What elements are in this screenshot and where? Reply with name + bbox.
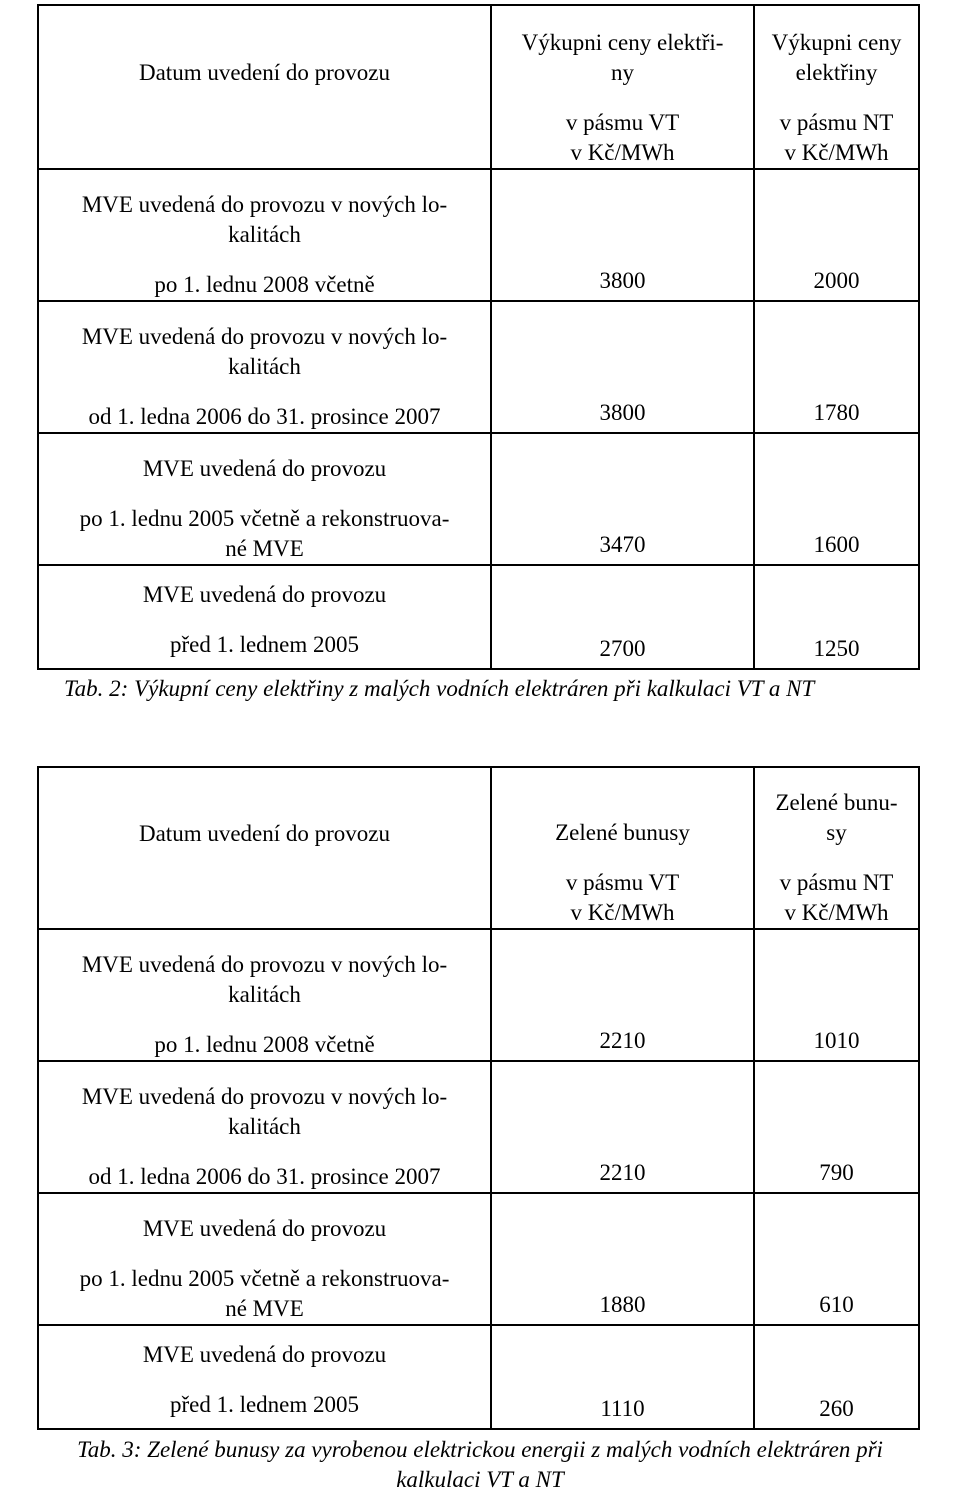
row-nt-cell	[754, 929, 919, 1061]
row-vt-value: 2210	[599, 1028, 646, 1053]
row-nt-cell	[754, 301, 919, 433]
row-vt-cell	[491, 301, 754, 433]
header-nt-unit: v pásmu NT	[779, 870, 894, 895]
row-label-2: kalitách	[228, 982, 301, 1007]
row-vt-cell	[491, 929, 754, 1061]
row-vt-value: 2210	[599, 1160, 646, 1185]
table-row	[38, 301, 919, 433]
table-row	[38, 433, 919, 565]
row-date-cell	[38, 929, 491, 1061]
header-vt-unit: v pásmu VT	[565, 110, 680, 135]
row-date-cell	[38, 1061, 491, 1193]
table-3-caption	[0, 1435, 960, 1495]
row-date-cell	[38, 301, 491, 433]
row-date-cell	[38, 433, 491, 565]
row-nt-value: 790	[819, 1160, 854, 1185]
row-nt-value: 610	[819, 1292, 854, 1317]
row-date-cell	[38, 1193, 491, 1325]
row-vt-value: 3470	[599, 532, 646, 557]
row-label-2: kalitách	[228, 354, 301, 379]
header-date: Datum uvedení do provozu	[138, 60, 391, 85]
row-vt-value: 1110	[600, 1396, 645, 1421]
row-date: od 1. ledna 2006 do 31. prosince 2007	[88, 404, 441, 429]
table-row	[38, 1325, 919, 1429]
table-row	[38, 1061, 919, 1193]
header-vt-unit: v pásmu VT	[565, 870, 680, 895]
row-vt-cell	[491, 169, 754, 301]
header-date: Datum uvedení do provozu	[138, 821, 391, 846]
row-label: MVE uvedená do provozu v nových lo-	[81, 192, 448, 217]
row-label: MVE uvedená do provozu	[142, 1216, 387, 1241]
row-vt-cell	[491, 1325, 754, 1429]
row-label: MVE uvedená do provozu	[142, 456, 387, 481]
row-vt-value: 3800	[599, 268, 646, 293]
row-nt-cell	[754, 1061, 919, 1193]
row-nt-cell	[754, 433, 919, 565]
table-row	[38, 929, 919, 1061]
row-nt-value: 1250	[813, 636, 860, 661]
header-vt-unit-2: v Kč/MWh	[570, 900, 675, 925]
table-row	[38, 565, 919, 669]
header-nt-unit-2: v Kč/MWh	[784, 900, 889, 925]
row-date-cell	[38, 565, 491, 669]
row-date: po 1. lednu 2008 včetně	[154, 1032, 375, 1057]
row-nt-value: 1010	[813, 1028, 860, 1053]
row-vt-cell	[491, 565, 754, 669]
table-2-caption: Tab. 2: Výkupní ceny elektřiny z malých vodních elektráren při kalkulaci VT a NT	[64, 676, 815, 701]
table-2	[37, 4, 920, 670]
row-label: MVE uvedená do provozu v nových lo-	[81, 324, 448, 349]
row-vt-cell	[491, 1061, 754, 1193]
header-date-cell	[38, 5, 491, 169]
row-nt-cell	[754, 565, 919, 669]
table-3	[37, 766, 920, 1430]
header-nt-unit-2: v Kč/MWh	[784, 140, 889, 165]
row-date-cell	[38, 1325, 491, 1429]
table-header-row	[38, 5, 919, 169]
row-label: MVE uvedená do provozu	[142, 582, 387, 607]
row-vt-cell	[491, 1193, 754, 1325]
row-nt-value: 260	[819, 1396, 854, 1421]
row-nt-value: 1780	[813, 400, 860, 425]
header-vt-title: Výkupni ceny elektři-	[521, 30, 724, 55]
header-nt-unit: v pásmu NT	[779, 110, 894, 135]
row-vt-value: 1880	[599, 1292, 646, 1317]
row-date-2: né MVE	[225, 1296, 304, 1321]
row-vt-value: 3800	[599, 400, 646, 425]
row-label-2: kalitách	[228, 1114, 301, 1139]
header-vt-title: Zelené bunusy	[555, 820, 690, 845]
row-label: MVE uvedená do provozu v nových lo-	[81, 952, 448, 977]
row-date: před 1. lednem 2005	[169, 632, 360, 657]
row-label: MVE uvedená do provozu	[142, 1342, 387, 1367]
header-vt-unit-2: v Kč/MWh	[570, 140, 675, 165]
table-row	[38, 1193, 919, 1325]
header-nt-title-2: elektřiny	[795, 60, 878, 85]
row-nt-cell	[754, 169, 919, 301]
row-label-2: kalitách	[228, 222, 301, 247]
table-row	[38, 169, 919, 301]
table-3-caption-line-2: kalkulaci VT a NT	[396, 1467, 564, 1492]
header-date-cell	[38, 767, 491, 929]
header-nt-title: Zelené bunu-	[775, 790, 898, 815]
row-vt-value: 2700	[599, 636, 646, 661]
row-date: po 1. lednu 2005 včetně a rekonstruova-	[79, 506, 450, 531]
row-nt-cell	[754, 1193, 919, 1325]
row-date: od 1. ledna 2006 do 31. prosince 2007	[88, 1164, 441, 1189]
header-nt-cell	[754, 767, 919, 929]
header-vt-title-2: ny	[611, 60, 634, 85]
row-date-cell	[38, 169, 491, 301]
row-date-2: né MVE	[225, 536, 304, 561]
header-vt-cell	[491, 5, 754, 169]
row-date: po 1. lednu 2008 včetně	[154, 272, 375, 297]
row-nt-value: 2000	[813, 268, 860, 293]
header-vt-cell	[491, 767, 754, 929]
row-nt-cell	[754, 1325, 919, 1429]
table-header-row	[38, 767, 919, 929]
row-label: MVE uvedená do provozu v nových lo-	[81, 1084, 448, 1109]
header-nt-cell	[754, 5, 919, 169]
header-nt-title: Výkupni ceny	[771, 30, 902, 55]
row-date: po 1. lednu 2005 včetně a rekonstruova-	[79, 1266, 450, 1291]
row-nt-value: 1600	[813, 532, 860, 557]
header-nt-title-2: sy	[826, 820, 847, 845]
table-3-caption-line-1: Tab. 3: Zelené bunusy za vyrobenou elektrickou energii z malých vodních elektráren při	[77, 1437, 883, 1462]
row-vt-cell	[491, 433, 754, 565]
row-date: před 1. lednem 2005	[169, 1392, 360, 1417]
